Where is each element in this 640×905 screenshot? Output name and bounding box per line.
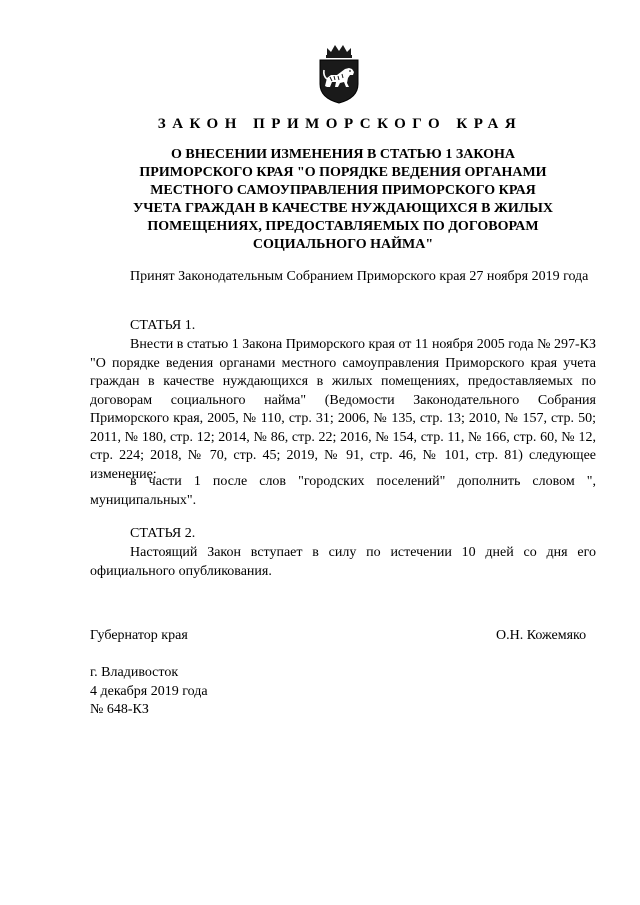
heading-line: УЧЕТА ГРАЖДАН В КАЧЕСТВЕ НУЖДАЮЩИХСЯ В ЖИЛЫХ	[132, 201, 554, 216]
city: г. Владивосток	[90, 665, 179, 680]
signing-date: 4 декабря 2019 года	[90, 683, 208, 699]
article-2-paragraph-1: Настоящий Закон вступает в силу по истечении 10 дней со дня его официального опубликования.	[90, 545, 596, 579]
article-1-label: СТАТЬЯ 1.	[130, 318, 196, 333]
article-1-paragraph-2: в части 1 после слов "городских поселений" дополнить словом ", муниципальных".	[90, 474, 596, 508]
heading-line: О ВНЕСЕНИИ ИЗМЕНЕНИЯ В СТАТЬЮ 1 ЗАКОНА	[170, 147, 516, 162]
place-date-block	[90, 664, 208, 720]
governor-name: О.Н. Кожемяко	[496, 628, 587, 643]
article-1-paragraph-1: Внести в статью 1 Закона Приморского края от 11 ноября 2005 года № 297-КЗ "О порядке ведения органами местного самоуправления Приморского края учета граждан в качестве нуждающихся в жилых помещениях, предоставляемых по договорам социального найма" (Ведомости Законодательного Собрания Приморского края, 2005, № 110, стр. 31; 2006, № 135, стр. 13; 2010, № 157, стр. 50; 2011, № 180, стр. 12; 2014, № 86, стр. 22; 2016, № 154, стр. 11, № 166, стр. 60, № 12, стр. 224; 2018, № 70, стр. 45; 2019, № 91, стр. 46, № 101, стр. 81) следующее изменение:	[90, 337, 596, 482]
law-heading	[90, 146, 596, 254]
adoption-statement: Принят Законодательным Собранием Приморского края 27 ноября 2019 года	[130, 269, 589, 284]
heading-line: МЕСТНОГО САМОУПРАВЛЕНИЯ ПРИМОРСКОГО КРАЯ	[150, 183, 536, 198]
heading-line: СОЦИАЛЬНОГО НАЙМА"	[252, 237, 434, 252]
heading-line: ПРИМОРСКОГО КРАЯ "О ПОРЯДКЕ ВЕДЕНИЯ ОРГАНАМИ	[139, 165, 547, 180]
primorsky-krai-coat-of-arms-icon	[314, 42, 364, 104]
governor-title: Губернатор края	[90, 628, 188, 643]
heading-line: ПОМЕЩЕНИЯХ, ПРЕДОСТАВЛЯЕМЫХ ПО ДОГОВОРАМ	[147, 219, 539, 234]
article-2-label: СТАТЬЯ 2.	[130, 526, 196, 541]
law-title: ЗАКОН ПРИМОРСКОГО КРАЯ	[157, 116, 523, 132]
law-number: № 648-КЗ	[90, 702, 149, 717]
